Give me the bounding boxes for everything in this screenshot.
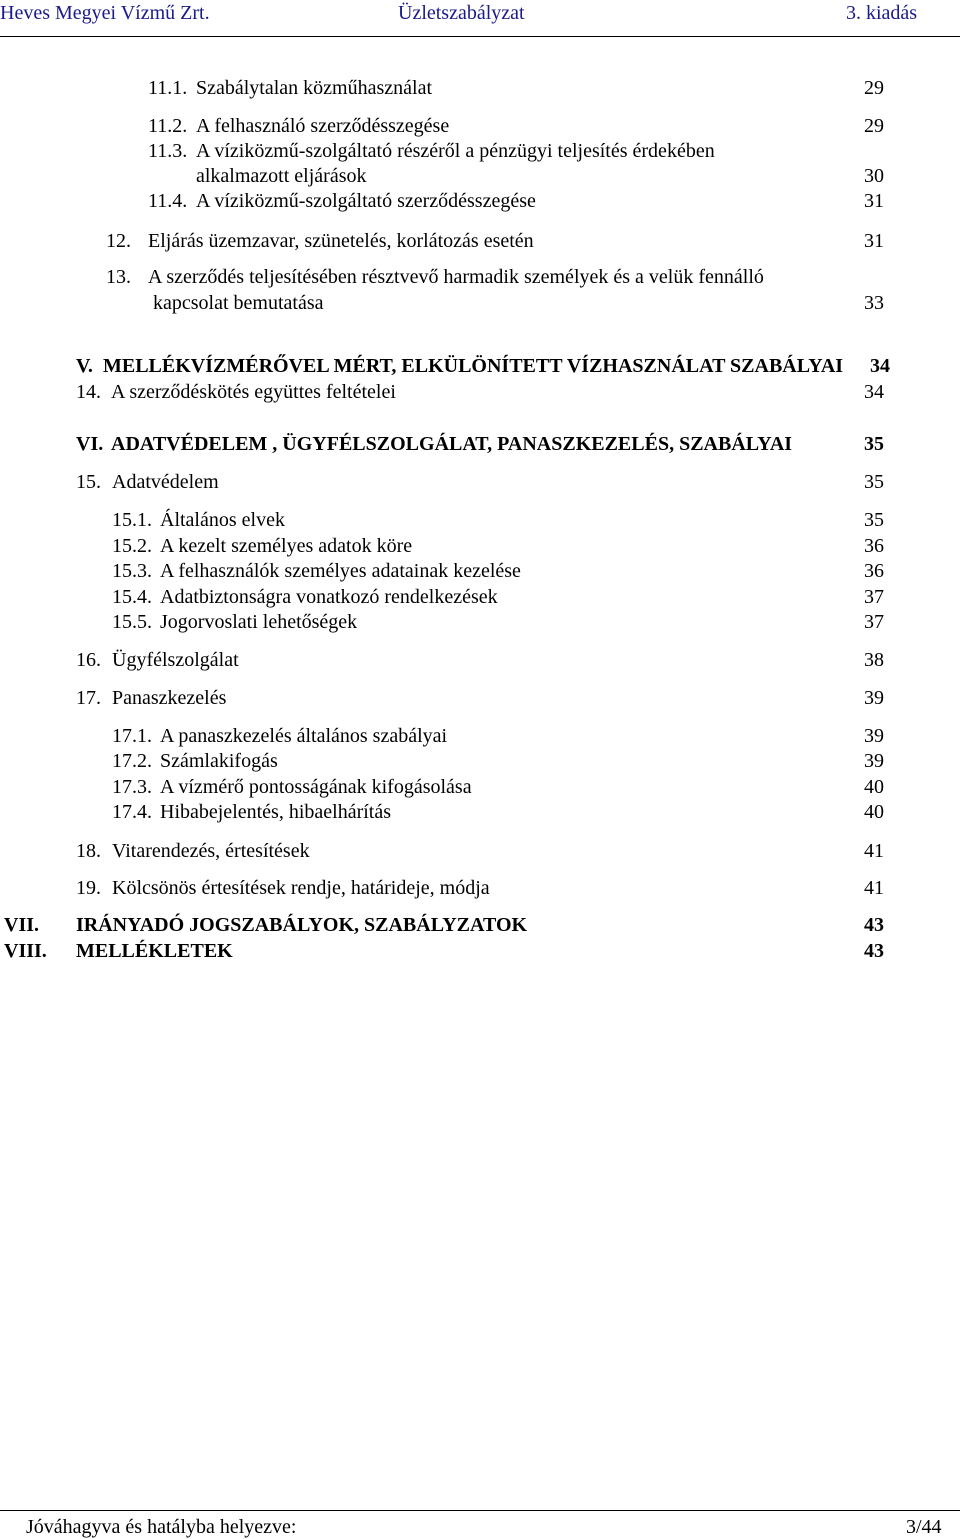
toc-number: VII. (4, 914, 40, 936)
toc-number: 16. (76, 649, 101, 671)
toc-title: A panaszkezelés általános szabályai (160, 725, 448, 747)
toc-number: VIII. (4, 940, 47, 962)
footer-divider (0, 1510, 960, 1511)
toc-number: 11.3. (148, 140, 188, 162)
toc-page: 34 (870, 355, 890, 377)
toc-number: 14. (76, 381, 101, 403)
toc-page: 43 (864, 914, 884, 936)
toc-number: 17.3. (112, 776, 152, 798)
toc-page: 41 (864, 877, 884, 899)
toc-page: 39 (864, 725, 884, 747)
toc-page: 39 (864, 750, 884, 772)
toc-page: 37 (864, 611, 884, 633)
toc-title: Kölcsönös értesítések rendje, határideje, módja (112, 877, 490, 899)
header-company: Heves Megyei Vízmű Zrt. (0, 2, 210, 24)
footer-page-number: 3/44 (906, 1516, 942, 1538)
header-edition: 3. kiadás (846, 2, 918, 24)
toc-title: Szabálytalan közműhasználat (196, 77, 433, 99)
toc-title: A víziközmű-szolgáltató szerződésszegése (196, 190, 536, 212)
toc-page: 38 (864, 649, 884, 671)
toc-page: 36 (864, 560, 884, 582)
toc-number: 18. (76, 840, 101, 862)
toc-page: 36 (864, 535, 884, 557)
toc-number: 11.2. (148, 115, 188, 137)
toc-title: Ügyfélszolgálat (112, 649, 239, 671)
toc-title: Vitarendezés, értesítések (112, 840, 310, 862)
toc-number: 12. (106, 230, 131, 252)
toc-number: 15.2. (112, 535, 152, 557)
toc-page: 31 (864, 230, 884, 252)
toc-page: 29 (864, 77, 884, 99)
toc-title: MELLÉKVÍZMÉRŐVEL MÉRT, ELKÜLÖNÍTETT VÍZHASZNÁLAT SZABÁLYAI (103, 355, 844, 377)
toc-title: Eljárás üzemzavar, szünetelés, korlátozás esetén (148, 230, 534, 252)
toc-title: A kezelt személyes adatok köre (160, 535, 413, 557)
toc-page: 37 (864, 586, 884, 608)
toc-number: 17.1. (112, 725, 152, 747)
toc-title: A víziközmű-szolgáltató részéről a pénzügyi teljesítés érdekében (196, 140, 715, 162)
toc-number: 17.2. (112, 750, 152, 772)
toc-page: 41 (864, 840, 884, 862)
toc-title: A szerződés teljesítésében résztvevő harmadik személyek és a velük fennálló (148, 266, 764, 288)
toc-number: 15.5. (112, 611, 152, 633)
toc-number: 15.3. (112, 560, 152, 582)
toc-title: Jogorvoslati lehetőségek (160, 611, 358, 633)
toc-title: Panaszkezelés (112, 687, 227, 709)
toc-page: 33 (864, 292, 884, 314)
toc-title: Adatbiztonságra vonatkozó rendelkezések (160, 586, 498, 608)
toc-title-continuation: alkalmazott eljárások (196, 165, 367, 187)
toc-title: A vízmérő pontosságának kifogásolása (160, 776, 472, 798)
toc-title: A szerződéskötés együttes feltételei (111, 381, 396, 403)
toc-number: 15. (76, 471, 101, 493)
toc-title: MELLÉKLETEK (76, 940, 233, 962)
header-document-title: Üzletszabályzat (398, 2, 525, 24)
toc-page: 35 (864, 471, 884, 493)
toc-page: 31 (864, 190, 884, 212)
toc-page: 30 (864, 165, 884, 187)
toc-title-continuation: kapcsolat bemutatása (153, 292, 324, 314)
toc-number: 15.4. (112, 586, 152, 608)
toc-number: VI. (76, 433, 104, 455)
toc-title: Adatvédelem (112, 471, 219, 493)
toc-number: 19. (76, 877, 101, 899)
header-divider (0, 36, 960, 37)
toc-page: 29 (864, 115, 884, 137)
toc-page: 39 (864, 687, 884, 709)
toc-number: 17. (76, 687, 101, 709)
toc-title: Általános elvek (160, 509, 285, 531)
toc-page: 40 (864, 776, 884, 798)
toc-number: 11.1. (148, 77, 188, 99)
toc-page: 35 (864, 433, 884, 455)
toc-number: V. (76, 355, 93, 377)
toc-title: A felhasználó szerződésszegése (196, 115, 450, 137)
toc-page: 40 (864, 801, 884, 823)
toc-title: IRÁNYADÓ JOGSZABÁLYOK, SZABÁLYZATOK (76, 914, 528, 936)
toc-page: 43 (864, 940, 884, 962)
toc-number: 11.4. (148, 190, 188, 212)
toc-title: ADATVÉDELEM , ÜGYFÉLSZOLGÁLAT, PANASZKEZELÉS, SZABÁLYAI (111, 433, 793, 455)
toc-number: 17.4. (112, 801, 152, 823)
toc-title: Számlakifogás (160, 750, 278, 772)
toc-title: Hibabejelentés, hibaelhárítás (160, 801, 392, 823)
toc-number: 15.1. (112, 509, 152, 531)
footer-approval-label: Jóváhagyva és hatályba helyezve: (26, 1516, 297, 1538)
toc-title: A felhasználók személyes adatainak kezelése (160, 560, 521, 582)
toc-number: 13. (106, 266, 131, 288)
toc-page: 35 (864, 509, 884, 531)
toc-page: 34 (864, 381, 884, 403)
